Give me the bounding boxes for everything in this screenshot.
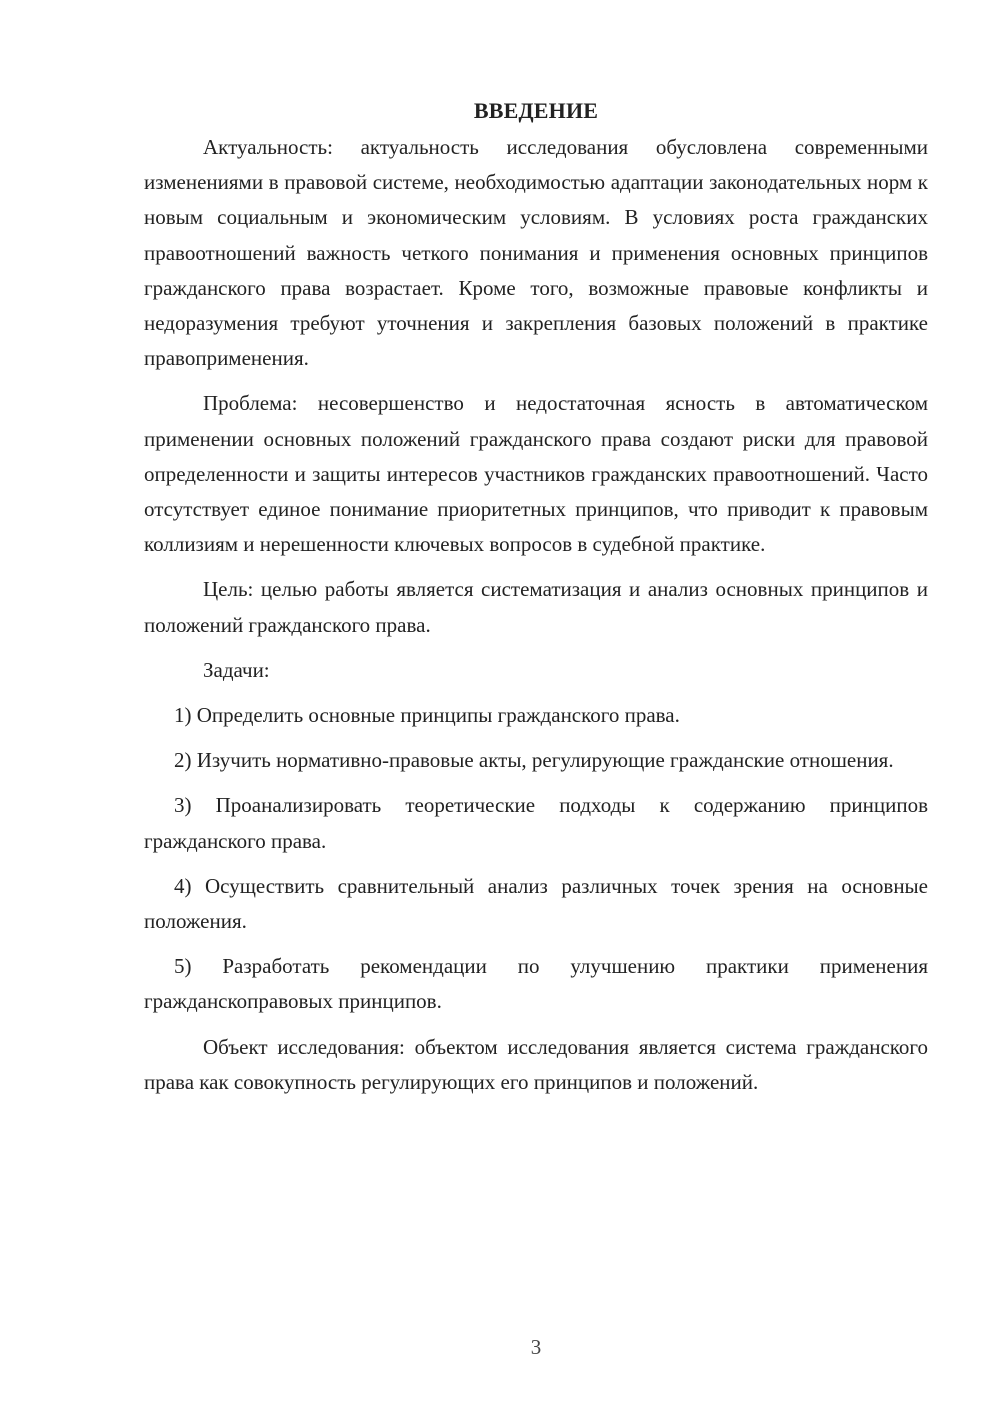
task-item-3: 3) Проанализировать теоретические подходы к содержанию принципов гражданского права. <box>144 793 928 853</box>
page-content <box>144 96 928 1110</box>
task-item-2: 2) Изучить нормативно-правовые акты, регулирующие гражданские отношения. <box>174 748 894 773</box>
section-heading: ВВЕДЕНИЕ <box>473 98 599 123</box>
task-item-1: 1) Определить основные принципы гражданского права. <box>174 703 680 728</box>
page-number: 3 <box>530 1335 542 1359</box>
problem-paragraph: Проблема: несовершенство и недостаточная ясность в автоматическом применении основных положений гражданского права создают риски для правовой определенности и защиты интересов участников гражданских правоотношений. Часто отсутствует единое понимание приоритетных принципов, что приводит к правовым коллизиям и нерешенности ключевых вопросов в судебной практике. <box>144 391 928 557</box>
goal-paragraph: Цель: целью работы является систематизация и анализ основных принципов и положений гражданского права. <box>144 577 928 637</box>
tasks-label: Задачи: <box>203 657 270 682</box>
relevance-paragraph: Актуальность: актуальность исследования обусловлена современными изменениями в правовой системе, необходимостью адаптации законодательных норм к новым социальным и экономическим условиям. В условиях роста гражданских правоотношений важность четкого понимания и применения основных принципов гражданского права возрастает. Кроме того, возможные правовые конфликты и недоразумения требуют уточнения и закрепления базовых положений в практике правоприменения. <box>144 135 928 371</box>
task-item-4: 4) Осуществить сравнительный анализ различных точек зрения на основные положения. <box>144 873 928 934</box>
task-item-5: 5) Разработать рекомендации по улучшению практики применения гражданскоправовых принципов. <box>144 954 928 1014</box>
object-paragraph: Объект исследования: объектом исследования является система гражданского права как совокупность регулирующих его принципов и положений. <box>144 1034 928 1094</box>
